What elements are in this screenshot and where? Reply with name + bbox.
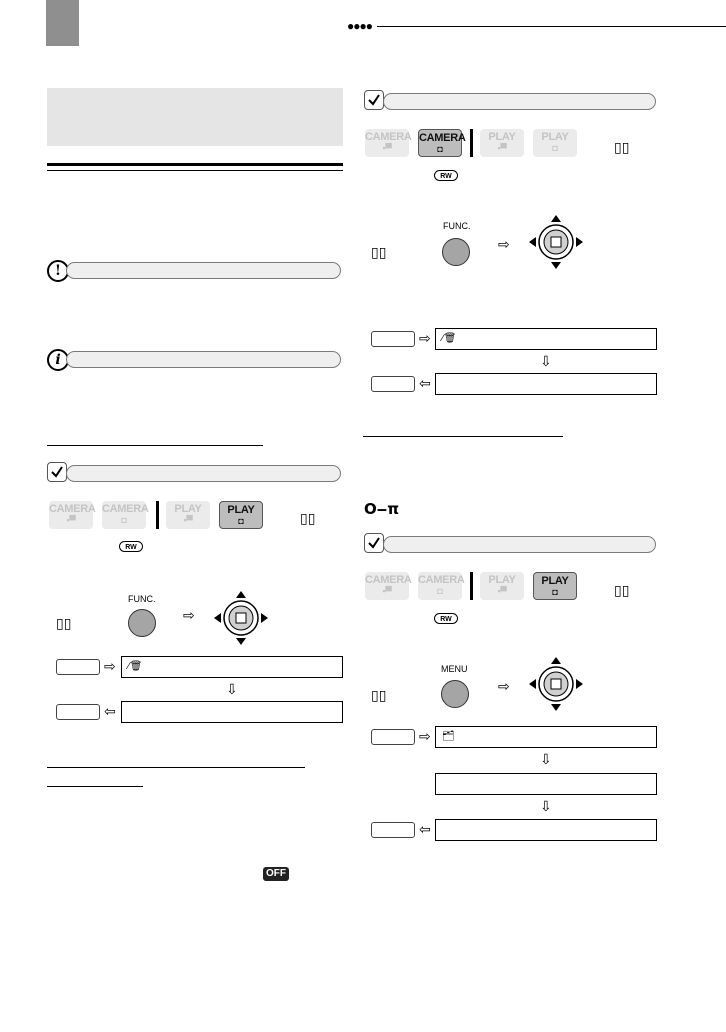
mode-camera-movie: CAMERA ▪▀	[365, 572, 409, 600]
joystick-icon	[213, 590, 269, 646]
rw-disc-icon: RW	[434, 170, 458, 181]
info-icon: i	[47, 349, 69, 371]
arrow-right-icon: ⇨	[498, 679, 510, 695]
book-icon: ▯▯	[371, 245, 387, 261]
arrow-right-icon: ⇨	[183, 608, 195, 624]
protect-key-icon: O‒π	[364, 500, 400, 518]
mode-camera-photo: CAMERA ◘	[418, 129, 462, 157]
checklist-bar	[383, 536, 656, 553]
step-key-box	[56, 704, 100, 720]
arrow-down-icon: ⇩	[540, 354, 552, 370]
step-key-box	[371, 822, 415, 838]
delete-icon: ⁄🗑	[128, 661, 143, 672]
delete-menu-box	[435, 328, 657, 350]
checklist-icon	[47, 462, 67, 482]
mode-divider	[156, 501, 159, 529]
arrow-down-icon: ⇩	[540, 799, 552, 815]
section-dots: ●●●●	[347, 19, 372, 33]
result-box	[121, 701, 343, 723]
checklist-bar	[66, 465, 341, 482]
rw-disc-icon: RW	[119, 541, 143, 552]
card-icon: 🗂	[442, 731, 455, 742]
mode-play-movie: PLAY ▪▀	[480, 129, 524, 157]
card-menu-box	[435, 726, 657, 748]
func-button[interactable]	[128, 609, 156, 637]
mode-play-photo: PLAY ◘	[533, 572, 577, 600]
rw-disc-icon: RW	[434, 613, 458, 624]
subheading-underline	[47, 786, 143, 787]
step-key-box	[371, 331, 415, 347]
important-bar	[66, 262, 341, 279]
arrow-left-icon: ⇦	[419, 376, 431, 392]
submenu-box	[435, 773, 657, 795]
mode-camera-movie: CAMERA ▪▀	[365, 129, 409, 157]
subheading-underline	[47, 445, 263, 446]
important-icon: !	[47, 260, 69, 282]
menu-button[interactable]	[441, 680, 469, 708]
arrow-right-icon: ⇨	[419, 331, 431, 347]
book-icon: ▯▯	[300, 511, 316, 527]
off-icon: OFF	[263, 867, 289, 881]
arrow-right-icon: ⇨	[498, 237, 510, 253]
book-icon: ▯▯	[614, 583, 630, 599]
arrow-down-icon: ⇩	[540, 752, 552, 768]
joystick-icon	[528, 656, 584, 712]
delete-menu-box	[121, 656, 343, 678]
menu-label: MENU	[441, 664, 468, 674]
book-icon: ▯▯	[614, 140, 630, 156]
checklist-bar	[383, 93, 656, 110]
joystick-icon	[528, 214, 584, 270]
book-icon: ▯▯	[371, 688, 387, 704]
title-box	[47, 88, 343, 146]
heading-rule-heavy	[47, 163, 343, 166]
arrow-right-icon: ⇨	[104, 659, 116, 675]
delete-icon: ⁄🗑	[442, 333, 457, 344]
book-icon: ▯▯	[56, 616, 72, 632]
mode-play-photo: PLAY ◘	[219, 501, 263, 529]
subheading-underline	[47, 767, 305, 768]
mode-divider	[470, 572, 473, 600]
arrow-down-icon: ⇩	[226, 682, 238, 698]
arrow-left-icon: ⇦	[419, 822, 431, 838]
step-key-box	[56, 659, 100, 675]
subheading-underline	[363, 436, 563, 437]
mode-play-movie: PLAY ▪▀	[166, 501, 210, 529]
mode-camera-photo: CAMERA ◘	[418, 572, 462, 600]
result-box	[435, 819, 657, 841]
func-label: FUNC.	[128, 594, 156, 604]
func-button[interactable]	[442, 238, 470, 266]
step-key-box	[371, 376, 415, 392]
arrow-right-icon: ⇨	[419, 729, 431, 745]
checklist-icon	[364, 90, 384, 110]
mode-camera-movie: CAMERA ▪▀	[49, 501, 93, 529]
mode-camera-photo: CAMERA ◘	[102, 501, 146, 529]
func-label: FUNC.	[443, 221, 471, 231]
arrow-left-icon: ⇦	[104, 704, 116, 720]
heading-rule-thin	[47, 170, 343, 171]
mode-divider	[470, 129, 473, 157]
mode-play-movie: PLAY ▪▀	[480, 572, 524, 600]
checklist-icon	[364, 533, 384, 553]
header-rule	[377, 26, 726, 27]
step-key-box	[371, 729, 415, 745]
page-corner-tab	[46, 0, 79, 46]
info-bar	[66, 351, 341, 368]
result-box	[435, 373, 657, 395]
mode-play-photo: PLAY ◘	[533, 129, 577, 157]
